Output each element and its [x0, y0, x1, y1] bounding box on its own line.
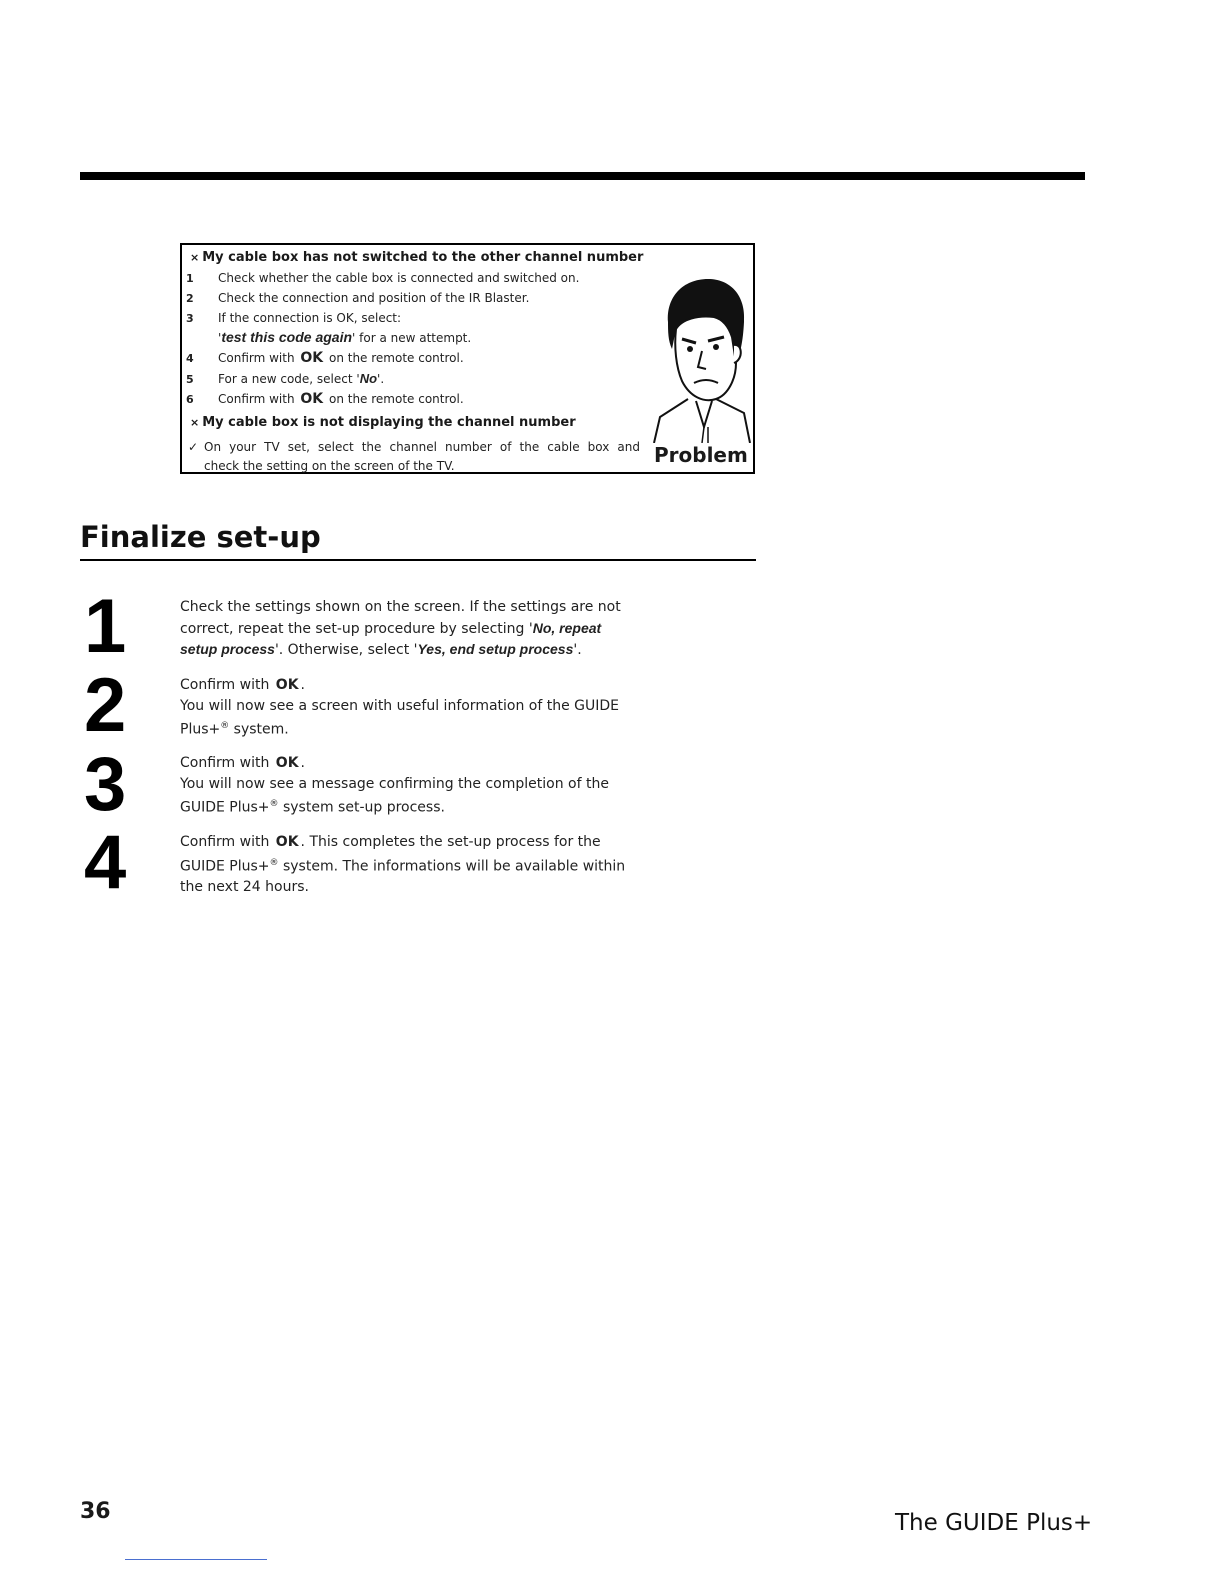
bottom-link-line: [125, 1559, 267, 1560]
problem-step: 5 For a new code, select 'No'.: [186, 371, 385, 386]
frowning-man-illustration: [648, 267, 752, 443]
checkmark-icon: ✓: [188, 440, 199, 454]
step-number: 3: [84, 742, 127, 827]
cross-icon: ×: [190, 251, 200, 264]
problem-step-3-option: 'test this code again' for a new attempt.: [218, 329, 472, 345]
problem-step: 4 Confirm with OK on the remote control.: [186, 350, 464, 366]
footer-title: The GUIDE Plus+: [895, 1510, 1093, 1536]
step-text: Confirm with OK . You will now see a screen with useful information of the GUIDE Plus+® system.: [180, 677, 620, 738]
cross-icon: ×: [190, 416, 200, 429]
step-number: 2: [84, 663, 127, 748]
problem-step: 1 Check whether the cable box is connected and switched on.: [186, 271, 580, 285]
step-text: Confirm with OK . This completes the set-up process for the GUIDE Plus+® system. The informations will be available within the next 24 hours.: [180, 834, 626, 895]
problem-heading-2: × My cable box is not displaying the channel number: [190, 415, 576, 430]
section-title: Finalize set-up: [80, 520, 321, 554]
header-rule: [80, 172, 1085, 180]
problem-label: Problem: [654, 443, 748, 467]
problem-step: 3 If the connection is OK, select:: [186, 311, 402, 325]
step-number: 4: [84, 820, 127, 905]
problem-step: 2 Check the connection and position of the IR Blaster.: [186, 291, 530, 305]
page-number: 36: [80, 1499, 111, 1524]
step-text: Confirm with OK . You will now see a message confirming the completion of the GUIDE Plus+® system set-up process.: [180, 755, 609, 816]
step-number: 1: [84, 584, 127, 669]
step-text: Check the settings shown on the screen. If the settings are not correct, repeat the set-up procedure by selecting 'No, repeat setup process'. Otherwise, select 'Yes, end setup process'.: [180, 599, 621, 658]
problem-step: 6 Confirm with OK on the remote control.: [186, 391, 464, 407]
problem-box: × My cable box has not switched to the other channel number 1 Check whether the cable box is connected and switched on. 2 Check the connection and position of the IR Blaster. 3 If the connection is OK, select: 'test this code again' for a new attempt. 4 Confirm with OK on the remote control. 5 For a new code, select 'No'. 6 Confirm with OK on the remote control. × My cable box is not displaying the channel number ✓ On your TV set, select the channel number of the cable box and check the setting on the screen of the TV. Problem: [180, 243, 755, 474]
problem-heading-1: × My cable box has not switched to the other channel number: [190, 250, 644, 265]
section-rule: [80, 559, 756, 561]
